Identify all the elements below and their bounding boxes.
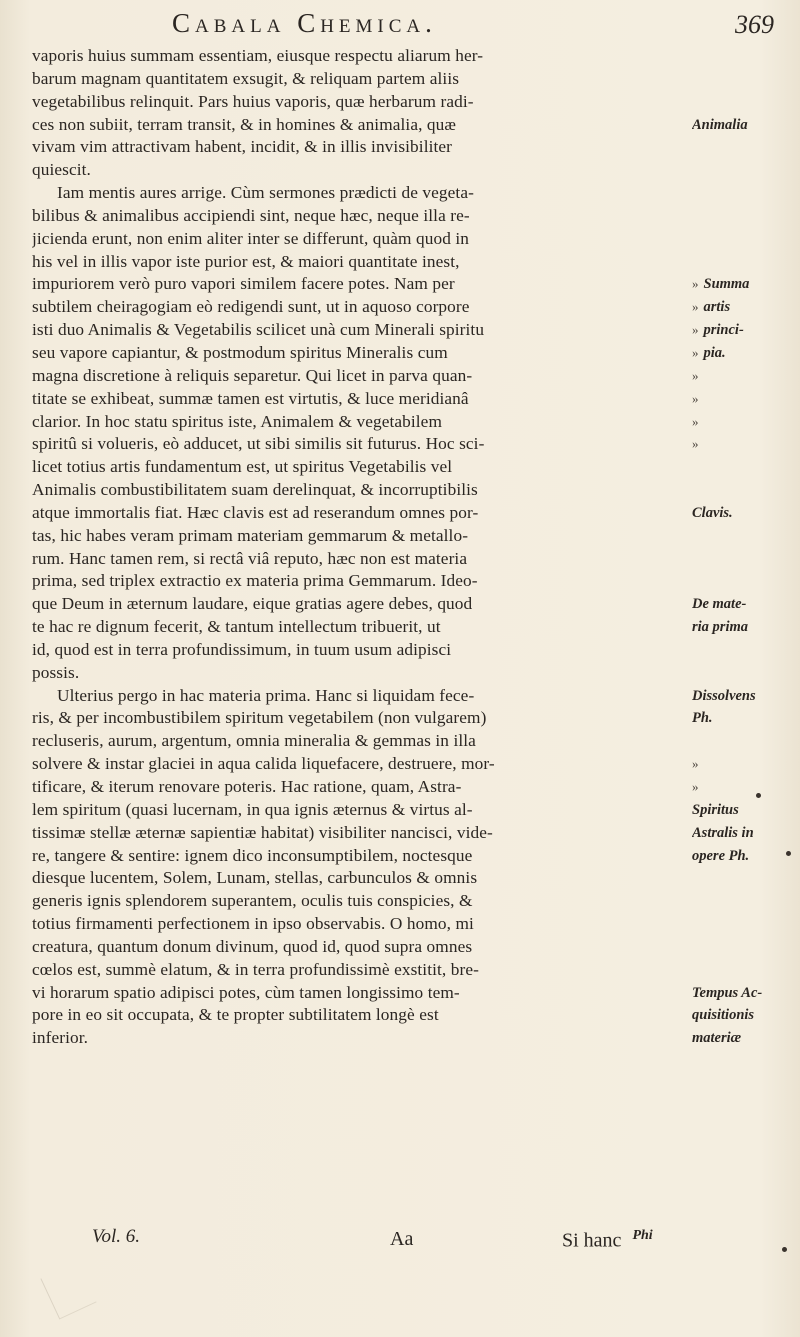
text-line: atque immortalis fiat. Hæc clavis est ad reserandum omnes por- [32, 502, 479, 522]
margin-row [692, 159, 800, 182]
margin-row [692, 411, 800, 434]
margin-row [692, 662, 800, 685]
margin-note: Clavis. [692, 504, 733, 521]
margin-row [692, 685, 800, 708]
margin-row [692, 822, 800, 845]
margin-note: Animalia [692, 116, 748, 133]
page-number: 369 [735, 10, 774, 39]
text-line: bilibus & animalibus accipiendi sint, neque hæc, neque illa re- [32, 205, 470, 225]
text-line: rum. Hanc tamen rem, si rectâ viâ reputo, hæc non est materia [32, 548, 468, 568]
margin-row [692, 114, 800, 137]
text-line: te hac re dignum fecerit, & tantum intellectum tribuerit, ut [32, 617, 441, 637]
quotation-mark: » [692, 779, 699, 794]
margin-row [692, 205, 800, 228]
text-line: Iam mentis aures arrige. Cùm sermones prædicti de vegeta- [57, 183, 474, 203]
text-line: vegetabilibus relinquit. Pars huius vaporis, quæ herbarum radi- [32, 91, 474, 111]
margin-row [692, 799, 800, 822]
margin-note: Tempus Ac- [692, 984, 763, 1001]
quotation-mark: » [692, 436, 699, 452]
margin-row [692, 319, 800, 342]
margin-row [692, 136, 800, 159]
margin-row [692, 251, 800, 274]
margin-note: Astralis in [692, 824, 754, 841]
margin-row [692, 68, 800, 91]
text-line: vivam vim attractivam habent, incidit, & in illis invisibiliter [32, 137, 453, 157]
margin-row [692, 1027, 800, 1050]
text-line: Ulterius pergo in hac materia prima. Hanc si liquidam fece- [57, 685, 475, 705]
margin-row [692, 707, 800, 730]
margin-row [692, 525, 800, 548]
margin-note: artis [703, 299, 731, 316]
text-line: totius firmamenti perfectionem in ipso observabis. O homo, mi [32, 914, 474, 934]
text-line: creatura, quantum donum divinum, quod id, quod supra omnes [32, 936, 473, 956]
margin-row [692, 228, 800, 251]
text-line: spiritû si volueris, eò adducet, ut sibi similis sit futurus. Hoc sci- [32, 434, 485, 454]
text-line: quiescit. [32, 160, 91, 180]
catchword [562, 1228, 653, 1253]
ink-speck [782, 1247, 787, 1252]
margin-row [692, 776, 800, 799]
text-line: tissimæ stellæ æternæ sapientiæ habitat) visibiliter nancisci, vide- [32, 822, 493, 842]
quotation-mark: » [692, 276, 699, 292]
text-line: his vel in illis vapor iste purior est, & maiori quantitate inest, [32, 251, 460, 271]
text-line: ces non subiit, terram transit, & in homines & animalia, quæ [32, 114, 457, 134]
margin-row [692, 1004, 800, 1027]
margin-note: ria prima [692, 619, 748, 636]
quotation-mark: » [692, 367, 699, 383]
gathering-signature: Aa [390, 1228, 414, 1250]
margin-row [692, 433, 800, 456]
text-line: tificare, & iterum renovare poteris. Hac ratione, quam, Astra- [32, 777, 462, 796]
running-title: Cabala Chemica. [172, 8, 437, 38]
margin-note: Spiritus [692, 801, 739, 818]
margin-row [692, 982, 800, 1005]
text-line: prima, sed triplex extractio ex materia prima Gemmarum. Ideo- [32, 571, 478, 591]
margin-row [692, 365, 800, 388]
margin-row [692, 502, 800, 525]
page-footer [0, 1226, 800, 1266]
margin-row [692, 730, 800, 753]
margin-row [692, 296, 800, 319]
main-text-block [32, 45, 692, 1050]
margin-row [692, 845, 800, 868]
quotation-mark: » [692, 344, 699, 360]
margin-row [692, 753, 800, 776]
paper-mark [40, 1261, 96, 1319]
margin-row [692, 456, 800, 479]
margin-row [692, 548, 800, 571]
margin-row [692, 273, 800, 296]
text-line: cœlos est, summè elatum, & in terra profundissimè exstitit, bre- [32, 959, 479, 979]
text-line: vaporis huius summam essentiam, eiusque respectu aliarum her- [32, 46, 484, 65]
text-line: pore in eo sit occupata, & te propter subtilitatem longè est [32, 1005, 439, 1025]
catchword-margin-note: Phi [632, 1228, 653, 1243]
margin-row [692, 479, 800, 502]
text-line: diesque lucentem, Solem, Lunam, stellas, carbunculos & omnis [32, 868, 478, 888]
text-line: jicienda erunt, non enim aliter inter se differunt, quàm quod in [32, 228, 470, 248]
text-line: possis. [32, 662, 80, 682]
text-line: impuriorem verò puro vapori similem facere potes. Nam per [32, 274, 455, 294]
text-line: solvere & instar glaciei in aqua calida liquefacere, destruere, mor- [32, 754, 495, 774]
text-line: generis ignis splendorem superantem, oculis tuis conspicies, & [32, 891, 473, 911]
text-line: re, tangere & sentire: ignem dico inconsumptibilem, noctesque [32, 845, 473, 865]
margin-row [692, 936, 800, 959]
margin-row [692, 182, 800, 205]
margin-row [692, 890, 800, 913]
ink-speck [786, 851, 791, 856]
text-line: barum magnam quantitatem exsugit, & reliquam partem aliis [32, 68, 460, 88]
text-line: titate se exhibeat, summæ tamen est virtutis, & luce meridianâ [32, 388, 469, 408]
margin-row [692, 342, 800, 365]
text-line: que Deum in æternum laudare, eique gratias agere debes, quod [32, 594, 473, 614]
margin-row [692, 91, 800, 114]
quotation-mark: » [692, 413, 699, 429]
margin-row [692, 616, 800, 639]
text-line: recluseris, aurum, argentum, omnia mineralia & gemmas in illa [32, 731, 476, 751]
text-line: id, quod est in terra profundissimum, in tuum usum adipisci [32, 639, 452, 659]
marginal-notes [692, 45, 800, 1050]
margin-row [692, 913, 800, 936]
text-line: clarior. In hoc statu spiritus iste, Animalem & vegetabilem [32, 411, 442, 431]
margin-row [692, 388, 800, 411]
text-line: lem spiritum (quasi lucernam, in qua ignis æternus & virtus al- [32, 799, 473, 819]
text-line: magna discretione à reliquis separetur. Qui licet in parva quan- [32, 365, 473, 385]
text-line: subtilem cheiragogiam eò redigendi sunt, ut in aquoso corpore [32, 297, 470, 317]
margin-note: De mate- [692, 596, 747, 613]
text-line: isti duo Animalis & Vegetabilis scilicet unà cum Minerali spiritu [32, 320, 485, 340]
quotation-mark: » [692, 756, 699, 772]
margin-row [692, 959, 800, 982]
margin-row [692, 639, 800, 662]
margin-note: pia. [703, 344, 726, 361]
quotation-mark: » [692, 299, 699, 315]
margin-row [692, 570, 800, 593]
margin-note: Summa [703, 276, 750, 293]
page-header [0, 8, 800, 42]
margin-note: opere Ph. [692, 847, 750, 864]
text-line: seu vapore capiantur, & postmodum spiritus Mineralis cum [32, 342, 448, 362]
volume-signature: Vol. 6. [92, 1226, 141, 1247]
text-line: ris, & per incombustibilem spiritum vegetabilem (non vulgarem) [32, 708, 487, 728]
text-line: tas, hic habes veram primam materiam gemmarum & metallo- [32, 525, 469, 545]
text-line: inferior. [32, 1028, 89, 1048]
margin-row [692, 867, 800, 890]
ink-speck [756, 793, 761, 798]
quotation-mark: » [692, 390, 699, 406]
margin-note: princi- [703, 322, 744, 339]
text-line: licet totius artis fundamentum est, ut spiritus Vegetabilis vel [32, 457, 453, 477]
margin-note: materiæ [692, 1030, 742, 1047]
margin-note: Ph. [692, 710, 713, 727]
margin-note: Dissolvens [692, 687, 756, 704]
margin-note: quisitionis [692, 1007, 755, 1024]
quotation-mark: » [692, 322, 699, 338]
text-line: vi horarum spatio adipisci potes, cùm tamen longissimo tem- [32, 982, 460, 1002]
margin-row [692, 45, 800, 68]
catchword-text: Si hanc [562, 1229, 622, 1252]
text-line: Animalis combustibilitatem suam derelinquat, & incorruptibilis [32, 480, 478, 500]
margin-row [692, 593, 800, 616]
